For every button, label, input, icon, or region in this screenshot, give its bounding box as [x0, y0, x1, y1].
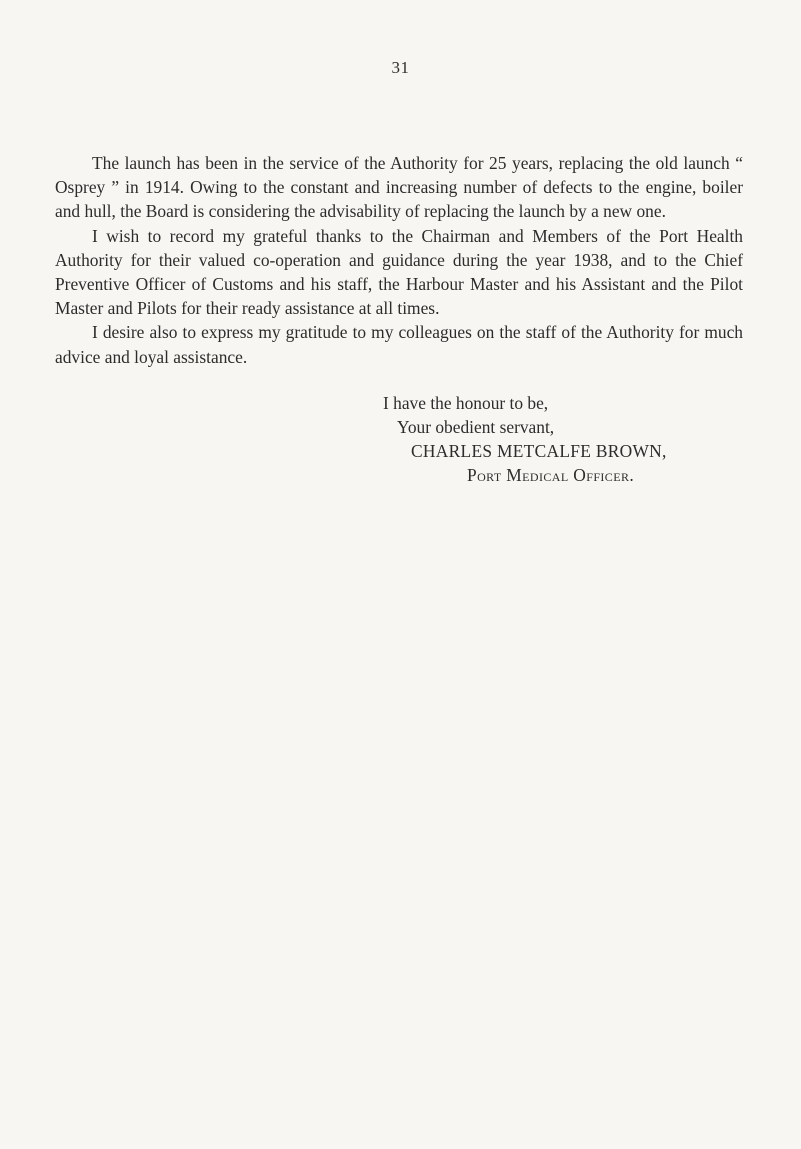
paragraph-gratitude: I desire also to express my gratitude to my colleagues on the staff of the Authority for much advice and loyal assistance. [55, 322, 743, 367]
closing-servant-line: Your obedient servant, [397, 417, 555, 437]
page-number: 31 [391, 58, 410, 77]
signatory-name: CHARLES METCALFE BROWN, [411, 441, 667, 461]
signatory-title: Port Medical Officer. [467, 465, 635, 485]
paragraph-thanks: I wish to record my grateful thanks to the Chairman and Members of the Port Health Authority for their valued co-operation and guidance during the year 1938, and to the Chief Preventive Officer of Customs and his staff, the Harbour Master and his Assistant and the Pilot Master and Pilots for their ready assistance at all times. [55, 225, 743, 319]
paragraph-launch: The launch has been in the service of the Authority for 25 years, replacing the old launch “ Osprey ” in 1914. Owing to the constant and increasing number of defects to the engine, boiler and hull, the Board is considering the advisability of replacing the launch by a new one. [55, 153, 743, 222]
closing-honour-line: I have the honour to be, [383, 393, 549, 413]
body-text [55, 151, 743, 369]
